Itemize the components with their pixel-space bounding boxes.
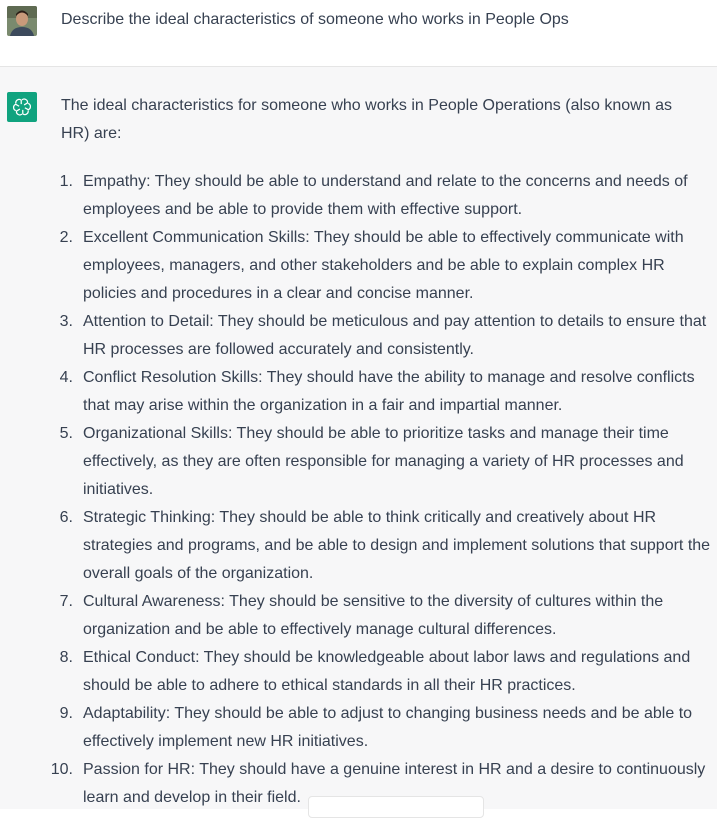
user-message-row bbox=[0, 0, 717, 67]
list-item-text: Strategic Thinking: They should be able to think critically and creatively about HR strategies and programs, and be able to design and implement solutions that support the overall goals of the organization. bbox=[83, 509, 711, 582]
list-item-number: 1. bbox=[59, 173, 73, 190]
list-item bbox=[61, 308, 717, 364]
list-item-text: Conflict Resolution Skills: They should have the ability to manage and resolve conflicts that may arise within the organization in a fair and impartial manner. bbox=[83, 369, 695, 414]
openai-logo-icon bbox=[7, 92, 37, 122]
list-item bbox=[61, 700, 717, 756]
floating-button-edge[interactable] bbox=[308, 796, 484, 818]
answer-intro: The ideal characteristics for someone who works in People Operations (also known as HR) are: bbox=[61, 97, 672, 142]
assistant-message-row bbox=[0, 67, 717, 809]
list-item-text: Excellent Communication Skills: They should be able to effectively communicate with employees, managers, and other stakeholders and be able to explain complex HR policies and procedures in a clear and concise manner. bbox=[83, 229, 684, 302]
list-item-number: 8. bbox=[59, 649, 73, 666]
list-item-text: Adaptability: They should be able to adjust to changing business needs and be able to effectively implement new HR initiatives. bbox=[83, 705, 693, 750]
list-item-text: Empathy: They should be able to understand and relate to the concerns and needs of employees and be able to provide them with effective support. bbox=[83, 173, 688, 218]
list-item bbox=[61, 420, 717, 504]
user-message-text: Describe the ideal characteristics of someone who works in People Ops bbox=[61, 11, 569, 28]
list-item-number: 6. bbox=[59, 509, 73, 526]
list-item-text: Ethical Conduct: They should be knowledgeable about labor laws and regulations and should be able to adhere to ethical standards in all their HR practices. bbox=[83, 649, 691, 694]
list-item-number: 10. bbox=[50, 761, 73, 778]
list-item-text: Cultural Awareness: They should be sensitive to the diversity of cultures within the organization and be able to effectively manage cultural differences. bbox=[83, 593, 664, 638]
list-item bbox=[61, 224, 717, 308]
characteristics-list bbox=[50, 168, 717, 812]
list-item bbox=[61, 364, 717, 420]
list-item-text: Attention to Detail: They should be meticulous and pay attention to details to ensure that HR processes are followed accurately and consistently. bbox=[83, 313, 707, 358]
list-item-number: 2. bbox=[59, 229, 73, 246]
list-item bbox=[61, 504, 717, 588]
list-item-number: 9. bbox=[59, 705, 73, 722]
list-item bbox=[61, 588, 717, 644]
assistant-message-content bbox=[50, 92, 717, 812]
list-item bbox=[61, 168, 717, 224]
list-item-number: 3. bbox=[59, 313, 73, 330]
list-item-text: Organizational Skills: They should be able to prioritize tasks and manage their time effectively, as they are often responsible for managing a variety of HR processes and initiatives. bbox=[83, 425, 684, 498]
list-item bbox=[61, 644, 717, 700]
list-item-number: 7. bbox=[59, 593, 73, 610]
list-item-number: 5. bbox=[59, 425, 73, 442]
user-avatar bbox=[7, 6, 37, 36]
list-item-number: 4. bbox=[59, 369, 73, 386]
list-item-text: Passion for HR: They should have a genuine interest in HR and a desire to continuously learn and develop in their field. bbox=[83, 761, 706, 806]
